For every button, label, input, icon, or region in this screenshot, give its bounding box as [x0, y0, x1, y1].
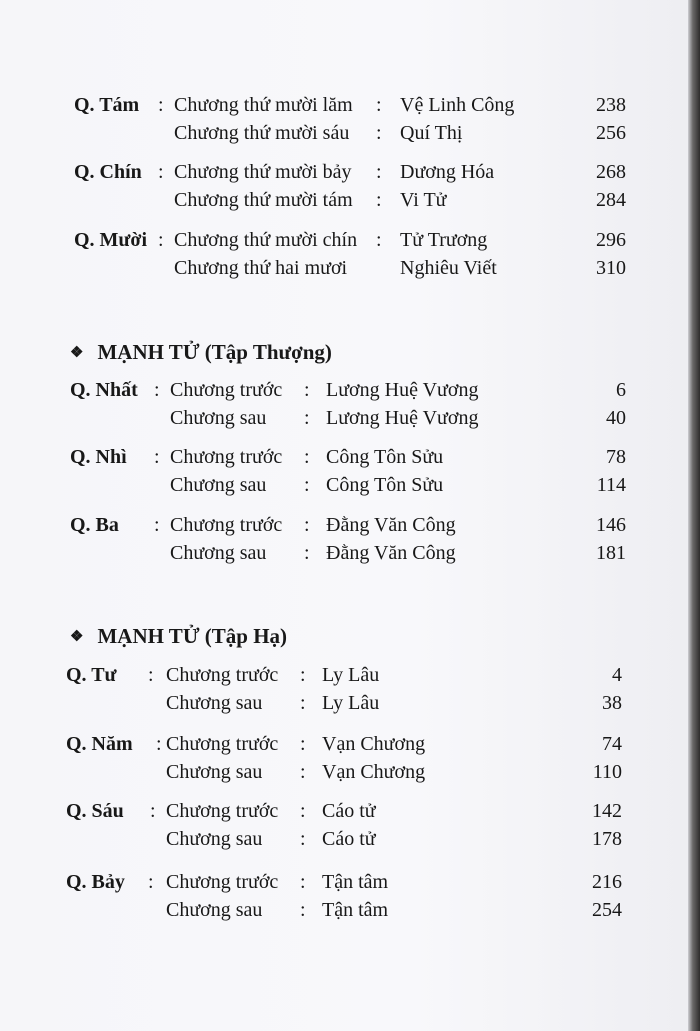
- page-number: 40: [606, 407, 626, 429]
- chapter-name: Cáo tử: [322, 800, 376, 822]
- chapter-title: Chương trước: [170, 514, 283, 536]
- chapter-title: Chương sau: [166, 761, 263, 783]
- chapter-title: Chương sau: [166, 828, 263, 850]
- chapter-name: Công Tôn Sửu: [326, 474, 444, 496]
- page-number: 256: [596, 122, 626, 144]
- chapter-title: Chương sau: [170, 407, 267, 429]
- chapter-name: Nghiêu Viết: [400, 257, 497, 279]
- chapter-title: Chương trước: [166, 871, 279, 893]
- chapter-title: Chương sau: [166, 692, 263, 714]
- chapter-name: Lương Huệ Vương: [326, 379, 479, 401]
- volume-label: Q. Nhì: [70, 446, 127, 468]
- page-number: 110: [592, 761, 622, 783]
- page-number: 142: [592, 800, 622, 822]
- chapter-name: Tận tâm: [322, 899, 389, 921]
- page-number: 216: [592, 871, 622, 893]
- chapter-name: Ly Lâu: [322, 692, 380, 714]
- chapter-name: Công Tôn Sửu: [326, 446, 444, 468]
- volume-label: Q. Mười: [74, 229, 148, 251]
- page-number: 238: [596, 94, 626, 116]
- chapter-title: Chương sau: [170, 474, 267, 496]
- page-number: 114: [596, 474, 626, 496]
- volume-label: Q. Năm: [66, 733, 133, 755]
- page-number: 146: [596, 514, 626, 536]
- chapter-title: Chương thứ hai mươi: [174, 257, 348, 279]
- chapter-title: Chương trước: [166, 800, 279, 822]
- page-number: 268: [596, 161, 626, 183]
- page-number: 6: [616, 379, 626, 401]
- volume-label: Q. Sáu: [66, 800, 124, 822]
- chapter-name: Ly Lâu: [322, 664, 380, 686]
- page-number: 284: [596, 189, 626, 211]
- page-number: 78: [606, 446, 626, 468]
- volume-label: Q. Chín: [74, 161, 142, 183]
- diamond-icon: ❖: [70, 345, 84, 361]
- diamond-icon: ❖: [70, 629, 84, 645]
- volume-label: Q. Tám: [74, 94, 140, 116]
- chapter-name: Vệ Linh Công: [400, 94, 515, 116]
- page-number: 178: [592, 828, 622, 850]
- chapter-name: Dương Hóa: [400, 161, 495, 183]
- page-number: 74: [602, 733, 622, 755]
- chapter-title: Chương thứ mười sáu: [174, 122, 350, 144]
- chapter-name: Vạn Chương: [322, 733, 426, 755]
- page-number: 296: [596, 229, 626, 251]
- chapter-title: Chương thứ mười bảy: [174, 161, 352, 183]
- toc-page: Q. Tám : Chương thứ mười lăm : Vệ Linh Công 238 Chương thứ mười sáu : Quí Thị 256 Q. Chín : Chương thứ mười bảy : Dương Hóa 268 Chương thứ mười tám : Vi Tử 284 Q. Mười : Chương thứ mười chín : Tử Trương 296 Chương thứ hai mươi Nghiêu Viết 310 ❖ MẠNH TỬ (Tập Thượng) Q. Nhất : Chương trước : Lương Huệ Vương 6 Chương sau : Lương Huệ Vương 40 Q. Nhì : Chương trước : Công Tôn Sửu 78 Chương sau : Công Tôn Sửu 114 Q. Ba : Chương trước : Đằng Văn Công 146 Chương sau : Đằng Văn Công 181 ❖ MẠNH TỬ (Tập Hạ) Q. Tư : Chương trước : Ly Lâu 4 Chương sau : Ly Lâu 38 Q. Năm : Chương trước : Vạn Chương 74 Chương sau : Vạn Chương 110 Q. Sáu : Chương trước : Cáo tử 142 Chương sau : Cáo tử 178 Q. Bảy : Chương trước : Tận tâm 216 Chương sau : Tận tâm 254: [0, 0, 688, 1031]
- chapter-title: Chương trước: [170, 446, 283, 468]
- chapter-title: Chương trước: [166, 664, 279, 686]
- page-number: 181: [596, 542, 626, 564]
- volume-label: Q. Ba: [70, 514, 119, 536]
- chapter-name: Vi Tử: [400, 189, 447, 211]
- section-heading-tap-ha: ❖ MẠNH TỬ (Tập Hạ): [70, 624, 288, 648]
- chapter-name: Tử Trương: [400, 229, 488, 251]
- page-number: 38: [602, 692, 622, 714]
- page-number: 310: [596, 257, 626, 279]
- page-number: 4: [612, 664, 622, 686]
- chapter-name: Tận tâm: [322, 871, 389, 893]
- chapter-title: Chương trước: [170, 379, 283, 401]
- volume-label: Q. Bảy: [66, 871, 125, 893]
- volume-label: Q. Nhất: [70, 379, 138, 401]
- volume-label: Q. Tư: [66, 664, 117, 686]
- chapter-title: Chương thứ mười lăm: [174, 94, 353, 116]
- chapter-title: Chương thứ mười chín: [174, 229, 358, 251]
- chapter-title: Chương trước: [166, 733, 279, 755]
- chapter-name: Quí Thị: [400, 122, 463, 144]
- chapter-name: Lương Huệ Vương: [326, 407, 479, 429]
- chapter-name: Vạn Chương: [322, 761, 426, 783]
- page-edge-shadow: [688, 0, 700, 1031]
- chapter-title: Chương thứ mười tám: [174, 189, 353, 211]
- section-heading-tap-thuong: ❖ MẠNH TỬ (Tập Thượng): [70, 340, 332, 364]
- chapter-title: Chương sau: [166, 899, 263, 921]
- page-number: 254: [592, 899, 622, 921]
- chapter-name: Cáo tử: [322, 828, 376, 850]
- chapter-name: Đằng Văn Công: [326, 514, 456, 536]
- chapter-title: Chương sau: [170, 542, 267, 564]
- chapter-name: Đằng Văn Công: [326, 542, 456, 564]
